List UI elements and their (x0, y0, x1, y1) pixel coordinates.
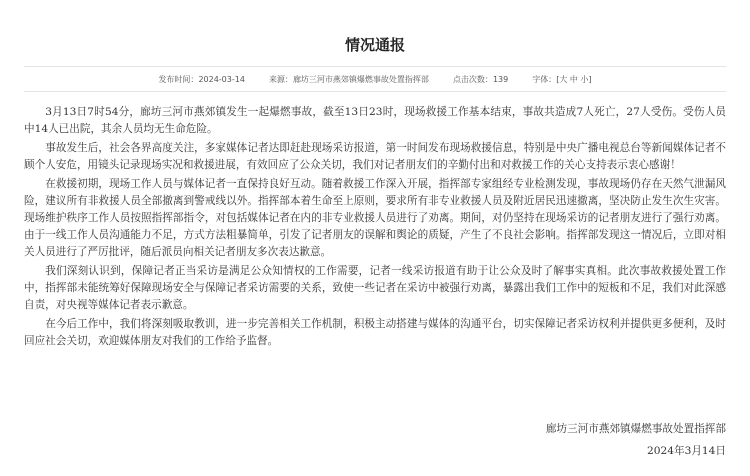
article-meta-bar (24, 66, 726, 92)
source-info (269, 74, 429, 85)
signature-block (546, 418, 726, 462)
article-title: 情况通报 (344, 36, 405, 54)
clicks-label: 点击次数： (452, 74, 493, 84)
signature-org: 廊坊三河市燕郊镇爆燃事故处置指挥部 (545, 423, 726, 435)
source-label: 来源： (268, 74, 293, 84)
signature-date: 2024年3月14日 (647, 445, 726, 457)
publish-label: 发布时间： (158, 74, 199, 84)
publish-date: 2024-03-14 (198, 74, 245, 84)
font-size-label: 字体： (532, 74, 557, 84)
paragraph-1: 3月13日7时54分，廊坊三河市燕郊镇发生一起爆燃事故，截至13日23时，现场救援工作基本结束，事故共造成7人死亡，27人受伤。受伤人员中14人已出院，其余人员均无生命危险。 (24, 106, 726, 135)
font-size-small-button[interactable]: 小 (580, 74, 589, 84)
font-bracket-close: ] (588, 74, 592, 84)
article-body (24, 104, 726, 352)
paragraph-3: 在救援初期，现场工作人员与媒体记者一直保持良好互动。随着救援工作深入开展，指挥部专家组经专业检测发现，事故现场仍存在天然气泄漏风险，建议所有非救援人员全部撤离到警戒线以外。指挥部本着生命至上原则，要求所有非专业救援人员及附近居民迅速撤离，坚决防止发生次生灾害。现场维护秩序工作人员按照指挥部指令，对包括媒体记者在内的非专业救援人员进行了劝离。期间，对仍坚持在现场采访的记者朋友进行了强行劝离。由于一线工作人员沟通能力不足，方式方法粗暴简单，引发了记者朋友的误解和舆论的质疑，产生了不良社会影响。指挥部发现这一情况后，立即对相关人员进行了严厉批评，随后派员向相关记者朋友多次表达歉意。 (24, 178, 726, 258)
click-count-info (453, 74, 508, 85)
font-bracket-open: [ (556, 74, 560, 84)
clicks-value: 139 (492, 74, 509, 84)
paragraph-4: 我们深刻认识到，保障记者正当采访是满足公众知情权的工作需要，记者一线采访报道有助于让公众及时了解事实真相。此次事故救援处置工作中，指挥部未能统筹好保障现场安全与保障记者采访需要的关系，致使一些记者在采访中被强行劝离，暴露出我们工作中的短板和不足，我们对此深感自责，对央视等媒体记者表示歉意。 (24, 265, 726, 311)
publish-info (158, 74, 245, 85)
paragraph-2: 事故发生后，社会各界高度关注，多家媒体记者达即赶赴现场采访报道，第一时间发布现场救援信息，特别是中央广播电视总台等新闻媒体记者不顾个人安危，用镜头记录现场实况和救援进展，有效回应了公众关切，我们对记者朋友们的辛勤付出和对救援工作的关心支持表示衷心感谢！ (24, 142, 726, 171)
paragraph-5: 在今后工作中，我们将深刻吸取教训，进一步完善相关工作机制，积极主动搭建与媒体的沟通平台，切实保障记者采访权利并提供更多便利，及时回应社会关切，欢迎媒体朋友对我们的工作给予监督。 (24, 318, 726, 347)
source-name: 廊坊三河市燕郊镇爆燃事故处置指挥部 (292, 74, 429, 84)
font-size-medium-button[interactable]: 中 (569, 74, 578, 84)
font-size-switcher (532, 74, 591, 85)
font-size-large-button[interactable]: 大 (559, 74, 568, 84)
